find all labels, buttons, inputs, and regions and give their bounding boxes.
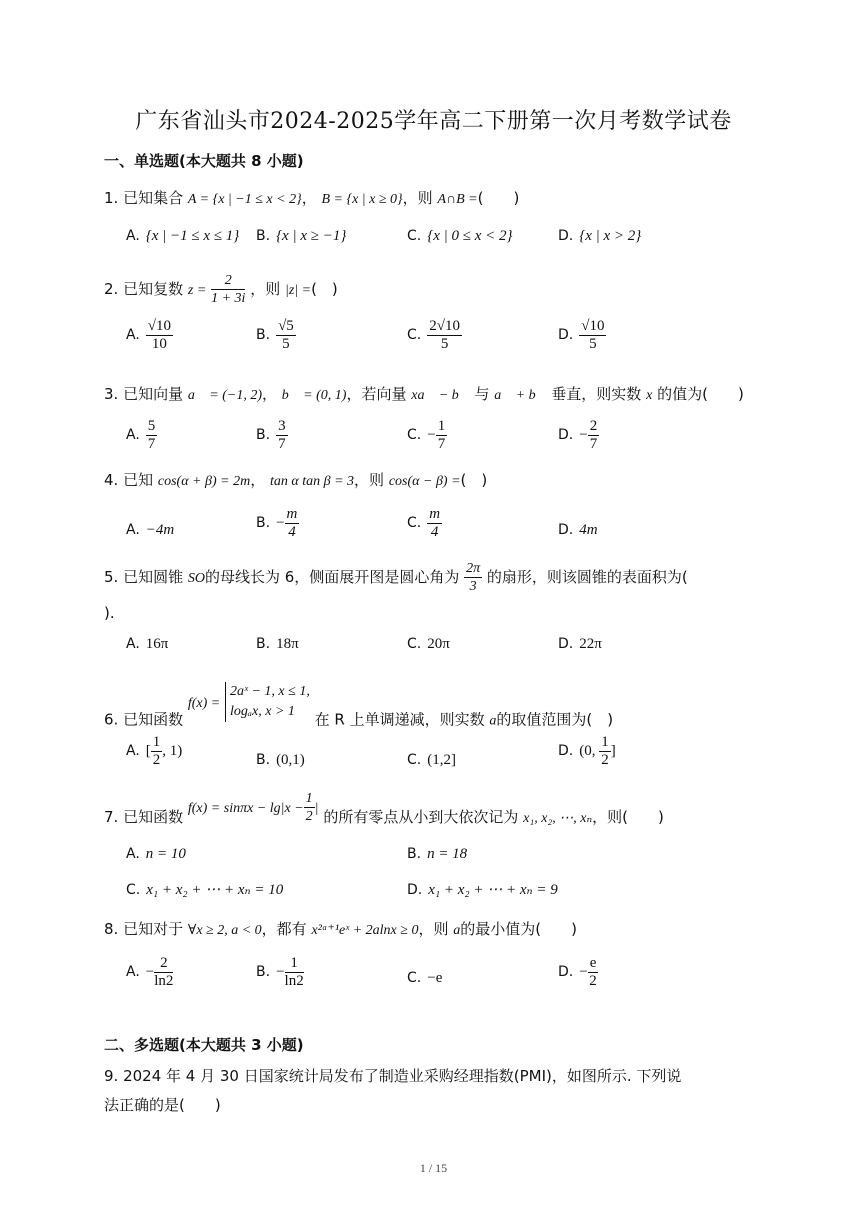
- question-8-option-a: A. − $\frac{2}{\ln 2}$: [126, 955, 174, 989]
- question-9-stem: [104, 1062, 764, 1120]
- question-6-option-b: B. (0,1): [256, 752, 305, 768]
- question-5-option-b: B. 18π: [256, 636, 299, 652]
- question-3-option-a: A. $\frac{5}{7}$: [126, 418, 156, 452]
- question-4-option-c: C. $\frac{m}{4}$: [407, 506, 441, 540]
- question-1-option-c: C. {x | 0 ≤ x < 2}: [407, 228, 513, 244]
- question-8-option-d: D. − $\frac{e}{2}$: [558, 955, 597, 989]
- question-2-option-a: A. $\frac{√10}{10}$: [126, 318, 172, 352]
- question-6-option-a: A. [ $\frac{1}{2}$ , 1): [126, 734, 183, 768]
- question-7-option-a: A. n = 10: [126, 846, 186, 862]
- question-9-line-2: 法正确的是( ): [104, 1096, 221, 1114]
- question-4-stem: 4. 已知 cos(α + β) = 2m， tan α tan β = 3，则 cos(α − β) =( ): [104, 471, 488, 489]
- question-8-option-c: C. −e: [407, 970, 443, 986]
- page-title: 广东省汕头市2024-2025学年高二下册第一次月考数学试卷: [135, 109, 732, 134]
- question-3-option-d: D. − $\frac{2}{7}$: [558, 418, 598, 452]
- question-5-stem-end: ).: [104, 604, 115, 622]
- question-4-option-d: D. 4m: [558, 522, 598, 538]
- question-2-stem: 2. 已知复数 z = $\frac{2}{1 + 3i}$ ，则 |z| =( ): [104, 273, 338, 306]
- question-3-option-c: C. − $\frac{1}{7}$: [407, 418, 446, 452]
- question-1-option-d: D. {x | x > 2}: [558, 228, 642, 244]
- question-7-option-c: C. x₁ + x₂ + ⋯ + xₙ = 10: [126, 882, 284, 898]
- question-6-option-d: D. (0, $\frac{1}{2}$ ]: [558, 734, 616, 768]
- question-7-option-d: D. x₁ + x₂ + ⋯ + xₙ = 9: [407, 882, 558, 898]
- question-8-option-b: B. − $\frac{1}{\ln 2}$: [256, 955, 304, 989]
- question-9-line-1: 9. 2024 年 4 月 30 日国家统计局发布了制造业采购经理指数(PMI)，如图所示. 下列说: [104, 1067, 682, 1085]
- page-number: 1 / 15: [419, 1161, 448, 1175]
- question-3-option-b: B. $\frac{3}{7}$: [256, 418, 286, 452]
- question-1-stem: 1. 已知集合 A = {x | −1 ≤ x < 2}， B = {x | x ≥ 0}，则 A∩B =( ): [104, 189, 520, 207]
- question-6-option-c: C. (1,2]: [407, 752, 456, 768]
- question-5-stem: 5. 已知圆锥 SO的母线长为 6，侧面展开图是圆心角为 $\frac{2\pi}{3}$ 的扇形，则该圆锥的表面积为(: [104, 561, 688, 594]
- question-2-option-c: C. $\frac{2√10}{5}$: [407, 318, 460, 352]
- question-1-option-b: B. {x | x ≥ −1}: [256, 228, 347, 244]
- question-3-stem: 3. 已知向量 a⃗ = (−1, 2)， b⃗ = (0, 1)，若向量 xa⃗ − b⃗ 与 a⃗ + b⃗ 垂直，则实数 x 的值为( ): [104, 385, 744, 403]
- question-5-option-a: A. 16π: [126, 636, 169, 652]
- question-5-option-c: C. 20π: [407, 636, 450, 652]
- question-8-stem: 8. 已知对于 ∀x ≥ 2, a < 0，都有 x²ᵃ⁺¹eˣ + 2alnx ≥ 0，则 a的最小值为( ): [104, 920, 577, 938]
- question-4-option-b: B. − $\frac{m}{4}$: [256, 506, 298, 540]
- question-5-option-d: D. 22π: [558, 636, 602, 652]
- question-7-stem: 7. 已知函数 f(x) = sinπx − lg|x − $\frac{1}{2}$ | 的所有零点从小到大依次记为 x₁, x₂, ⋯, xₙ，则( ): [104, 791, 664, 826]
- section-heading-single-choice: 一、单选题(本大题共 8 小题): [104, 152, 304, 170]
- question-4-option-a: A. −4m: [126, 522, 175, 538]
- question-2-option-d: D. $\frac{√10}{5}$: [558, 318, 605, 352]
- question-7-option-b: B. n = 18: [407, 846, 468, 862]
- question-1-option-a: A. {x | −1 ≤ x ≤ 1}: [126, 228, 240, 244]
- question-6-stem: 6. 已知函数 f(x) = 2aˣ − 1, x ≤ 1, logₐx, x > 1 在 R 上单调递减，则实数 a的取值范围为( ): [104, 684, 614, 729]
- question-2-option-b: B. $\frac{√5}{5}$: [256, 318, 294, 352]
- section-heading-multiple-choice: 二、多选题(本大题共 3 小题): [104, 1036, 304, 1054]
